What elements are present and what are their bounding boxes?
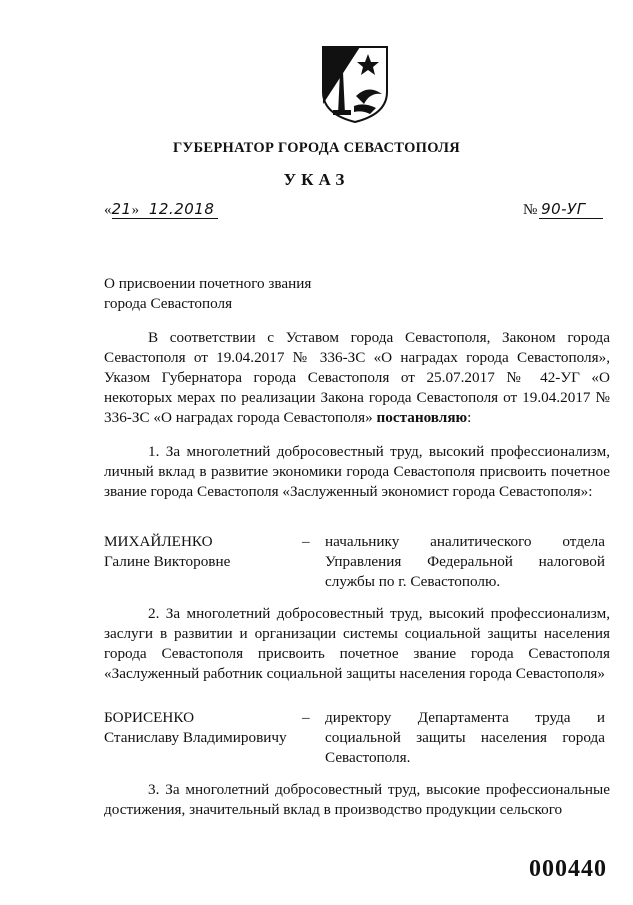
- date-day: 21: [111, 200, 132, 218]
- decree-subject: [104, 274, 311, 314]
- awardee-2-surname: БОРИСЕНКО: [104, 709, 195, 726]
- awardee-1-position: начальнику аналитического отдела Управления Федеральной налоговой службы по г. Севастополю.: [325, 533, 605, 590]
- item-2-paragraph: 2. За многолетний добросовестный труд, высокий профессионализм, заслуги в развитии и организации системы социальной защиты населения города Севастополя присвоить почетное звание города Севастополя «Заслуженный работник социальной защиты населения города Севастополя»: [104, 605, 610, 682]
- decree-word: постановляю: [376, 409, 468, 426]
- date-underline: [112, 218, 218, 219]
- date-quote-open: «: [104, 202, 112, 218]
- awardee-2-dash: –: [302, 709, 310, 726]
- awardee-1-dash: –: [302, 533, 310, 550]
- preamble-colon: :: [467, 409, 472, 426]
- governor-heading: ГУБЕРНАТОР ГОРОДА СЕВАСТОПОЛЯ: [173, 140, 460, 156]
- awardee-1-name: [104, 532, 230, 572]
- number-value: 90-УГ: [541, 200, 586, 218]
- number-sign: №: [523, 202, 538, 218]
- awardee-2-position: директору Департамента труда и социальной защиты населения города Севастополя.: [325, 709, 605, 766]
- item-3-paragraph: 3. За многолетний добросовестный труд, высокие профессиональные достижения, значительный вклад в производство продукции сельского: [104, 781, 610, 818]
- subject-line-1: О присвоении почетного звания: [104, 275, 312, 292]
- item-1-paragraph: 1. За многолетний добросовестный труд, высокий профессионализм, личный вклад в развитие экономики города Севастополя присвоить почетное звание города Севастополя «Заслуженный экономист города Севастополя»:: [104, 443, 610, 500]
- preamble-text: В соответствии с Уставом города Севастополя, Законом города Севастополя от 19.04.2017 № 336-ЗС «О наградах города Севастополя», Указом Губернатора города Севастополя от 25.07.2017 № 42-УГ «О некоторых мерах по реализации Закона города Севастополя от 19.04.2017 № 336-ЗС «О наградах города Севастополя»: [104, 329, 610, 426]
- serial-number: 000440: [529, 856, 607, 882]
- decree-date: [104, 200, 214, 219]
- sevastopol-coat-of-arms: [320, 44, 390, 124]
- awardee-1-given-name: Галине Викторовне: [104, 553, 231, 570]
- decree-number: [523, 200, 586, 219]
- date-quote-close: »: [131, 202, 140, 218]
- awardee-1-surname: МИХАЙЛЕНКО: [104, 533, 213, 550]
- date-month-year: 12.2018: [148, 200, 215, 218]
- preamble-paragraph: [104, 328, 610, 428]
- awardee-2-name: [104, 708, 287, 748]
- subject-line-2: города Севастополя: [104, 295, 233, 312]
- document-type: УКАЗ: [283, 170, 350, 189]
- number-underline: [539, 218, 603, 219]
- awardee-2-given-name: Станиславу Владимировичу: [104, 729, 287, 746]
